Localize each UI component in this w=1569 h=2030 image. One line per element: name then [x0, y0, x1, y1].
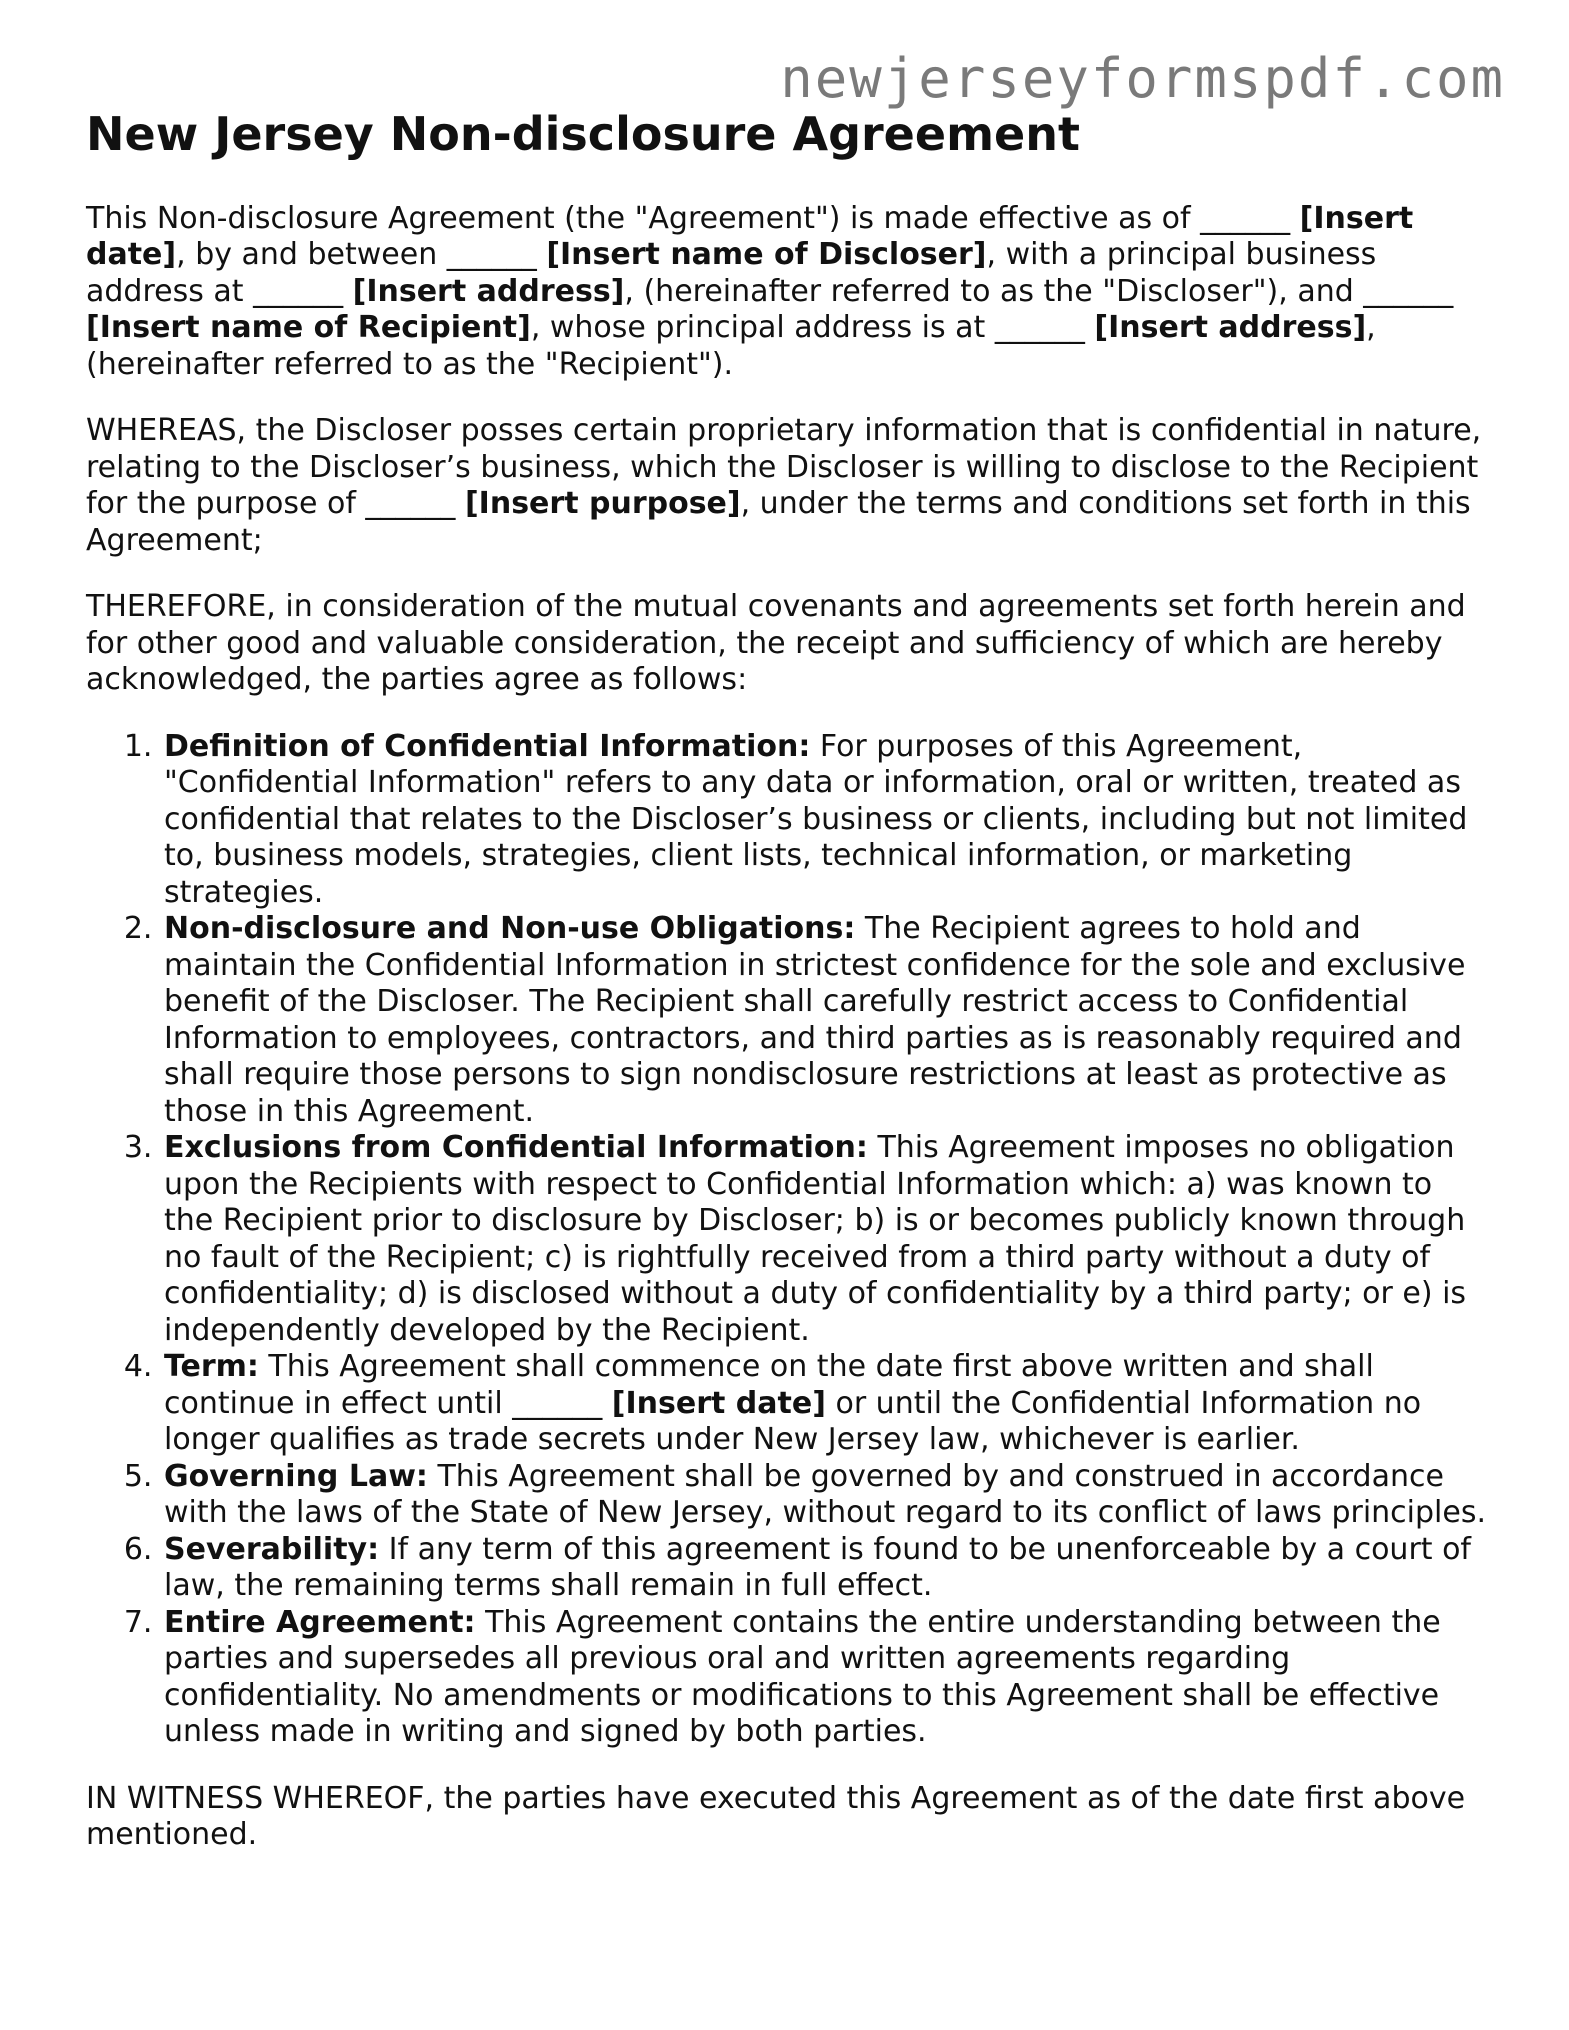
clause-text: This Agreement shall commence on the date first above written and shall continue in effect until ______	[164, 1349, 1374, 1421]
clause-text: This Agreement imposes no obligation upon the Recipients with respect to Confidential Information which: a) was known to the Recipient prior to disclosure by Discloser; b) is or becomes publicly known through no fault of the Recipient; c) is rightfully received from a third party without a duty of confidentiality; d) is disclosed without a duty of confidentiality by a third party; or e) is independently developed by the Recipient.	[164, 1130, 1467, 1348]
page-title: New Jersey Non-disclosure Agreement	[86, 107, 1080, 161]
clause-text: This Agreement contains the entire understanding between the parties and supersedes all previous oral and written agreements regarding confidentiality. No amendments or modifications to this Agreement shall be effective unless made in writing and signed by both parties.	[164, 1604, 1441, 1750]
clause-item	[162, 1349, 1486, 1459]
intro-text-1: This Non-disclosure Agreement (the "Agreement") is made effective as of ______	[86, 200, 1300, 236]
therefore-paragraph: THEREFORE, in consideration of the mutual covenants and agreements set forth herein and for other good and valuable consideration, the receipt and sufficiency of which are hereby acknowledged, the parties agree as follows:	[86, 589, 1466, 698]
clause-item	[162, 729, 1486, 912]
intro-text-2: , by and between ______	[176, 237, 547, 273]
clause-heading: Term:	[164, 1349, 259, 1385]
clause-heading: Entire Agreement:	[164, 1604, 476, 1640]
recipient-name-placeholder: [Insert name of Recipient]	[86, 310, 531, 346]
clause-item	[162, 1459, 1486, 1532]
effective-date-placeholder: [Insert date]	[86, 200, 1414, 273]
whereas-text-2: , under the terms and conditions set forth in this Agreement;	[86, 486, 1471, 558]
intro-text-6: , (hereinafter referred to as the "Recipient").	[86, 310, 1376, 382]
site-watermark: newjerseyformspdf.com	[780, 47, 1505, 110]
recipient-address-placeholder: [Insert address]	[1094, 310, 1367, 346]
whereas-text-1: WHEREAS, the Discloser posses certain proprietary information that is confidential in nature, relating to the Discloser’s business, which the Discloser is willing to disclose to the Recipient for the purpose of ______	[86, 413, 1482, 522]
clause-item	[162, 911, 1486, 1130]
discloser-name-placeholder: [Insert name of Discloser]	[546, 237, 987, 273]
clause-heading: Governing Law:	[164, 1458, 428, 1494]
clause-item	[162, 1605, 1486, 1751]
clause-text: If any term of this agreement is found to be unenforceable by a court of law, the remaining terms shall remain in full effect.	[164, 1531, 1471, 1604]
clause-heading: Definition of Confidential Information:	[164, 728, 811, 764]
intro-text-4: , (hereinafter referred to as the "Discloser"), and ______	[624, 273, 1454, 309]
intro-text-5: , whose principal address is at ______	[530, 310, 1095, 346]
clause-heading: Non-disclosure and Non-use Obligations:	[164, 911, 856, 947]
clauses-list	[86, 729, 1486, 1751]
clause-item	[162, 1130, 1486, 1349]
clause-text: This Agreement shall be governed by and construed in accordance with the laws of the State of New Jersey, without regard to its conflict of laws principles.	[164, 1458, 1487, 1531]
term-end-date-placeholder: [Insert date]	[611, 1385, 826, 1421]
whereas-paragraph	[86, 413, 1486, 559]
clause-text-continued: or until the Confidential Information no longer qualifies as trade secrets under New Jersey law, whichever is earlier.	[164, 1385, 1422, 1458]
purpose-placeholder: [Insert purpose]	[464, 486, 741, 522]
clause-heading: Exclusions from Confidential Information:	[164, 1130, 868, 1166]
intro-text-3: , with a principal business address at ______	[86, 237, 1377, 309]
clause-item	[162, 1532, 1486, 1605]
intro-paragraph	[86, 201, 1486, 384]
discloser-address-placeholder: [Insert address]	[352, 273, 625, 309]
clause-text: For purposes of this Agreement, "Confidential Information" refers to any data or information, oral or written, treated as confidential that relates to the Discloser’s business or clients, including but not limited to, business models, strategies, client lists, technical information, or marketing strategies.	[164, 728, 1468, 910]
clause-heading: Severability:	[164, 1531, 380, 1567]
agreement-document	[86, 108, 1486, 1884]
clause-text: The Recipient agrees to hold and maintain the Confidential Information in strictest confidence for the sole and exclusive benefit of the Discloser. The Recipient shall carefully restrict access to Confidential Information to employees, contractors, and third parties as is reasonably required and shall require those persons to sign nondisclosure restrictions at least as protective as those in this Agreement.	[164, 911, 1466, 1129]
witness-paragraph: IN WITNESS WHEREOF, the parties have executed this Agreement as of the date first above mentioned.	[86, 1780, 1466, 1853]
